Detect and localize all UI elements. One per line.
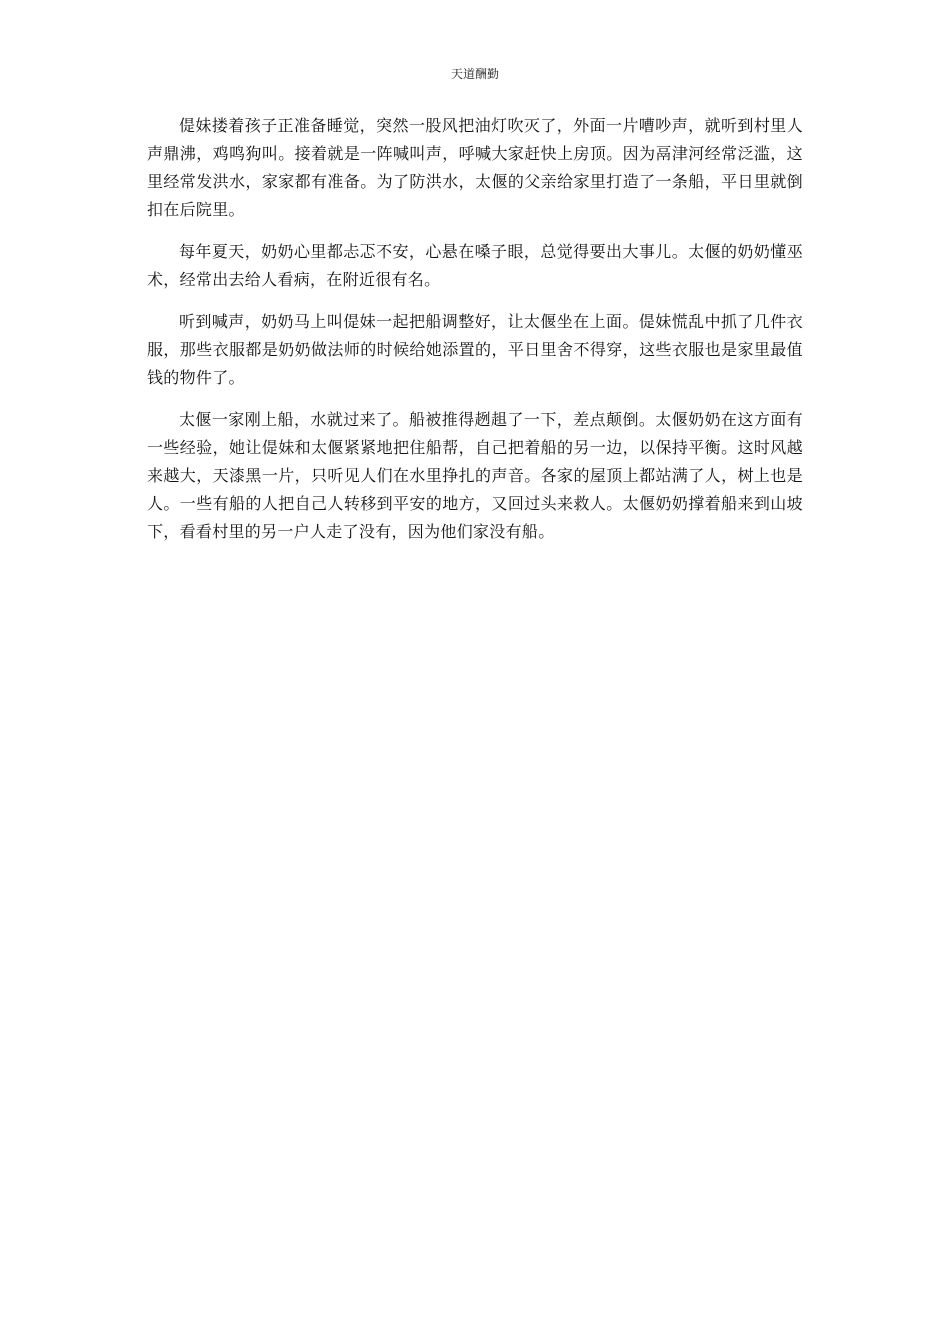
paragraph-2: 每年夏天，奶奶心里都忐忑不安，心悬在嗓子眼，总觉得要出大事儿。太偃的奶奶懂巫术，经常出去给人看病，在附近很有名。 (147, 242, 803, 289)
document-body (147, 112, 803, 560)
paragraph-3: 听到喊声，奶奶马上叫偍妹一起把船调整好，让太偃坐在上面。偍妹慌乱中抓了几件衣服，那些衣服都是奶奶做法师的时候给她添置的，平日里舍不得穿，这些衣服也是家里最值钱的物件了。 (147, 312, 803, 387)
page-header: 天道酬勤 (450, 67, 499, 81)
paragraph-1: 偍妹搂着孩子正准备睡觉，突然一股风把油灯吹灭了，外面一片嘈吵声，就听到村里人声鼎沸，鸡鸣狗叫。接着就是一阵喊叫声，呼喊大家赶快上房顶。因为鬲津河经常泛滥，这里经常发洪水，家家都有准备。为了防洪水，太偃的父亲给家里打造了一条船，平日里就倒扣在后院里。 (147, 116, 803, 219)
paragraph-4: 太偃一家刚上船，水就过来了。船被推得趔趄了一下，差点颠倒。太偃奶奶在这方面有一些经验，她让偍妹和太偃紧紧地把住船帮，自己把着船的另一边，以保持平衡。这时风越来越大，天漆黑一片，只听见人们在水里挣扎的声音。各家的屋顶上都站满了人，树上也是人。一些有船的人把自己人转移到平安的地方，又回过头来救人。太偃奶奶撑着船来到山坡下，看看村里的另一户人走了没有，因为他们家没有船。 (147, 410, 803, 541)
